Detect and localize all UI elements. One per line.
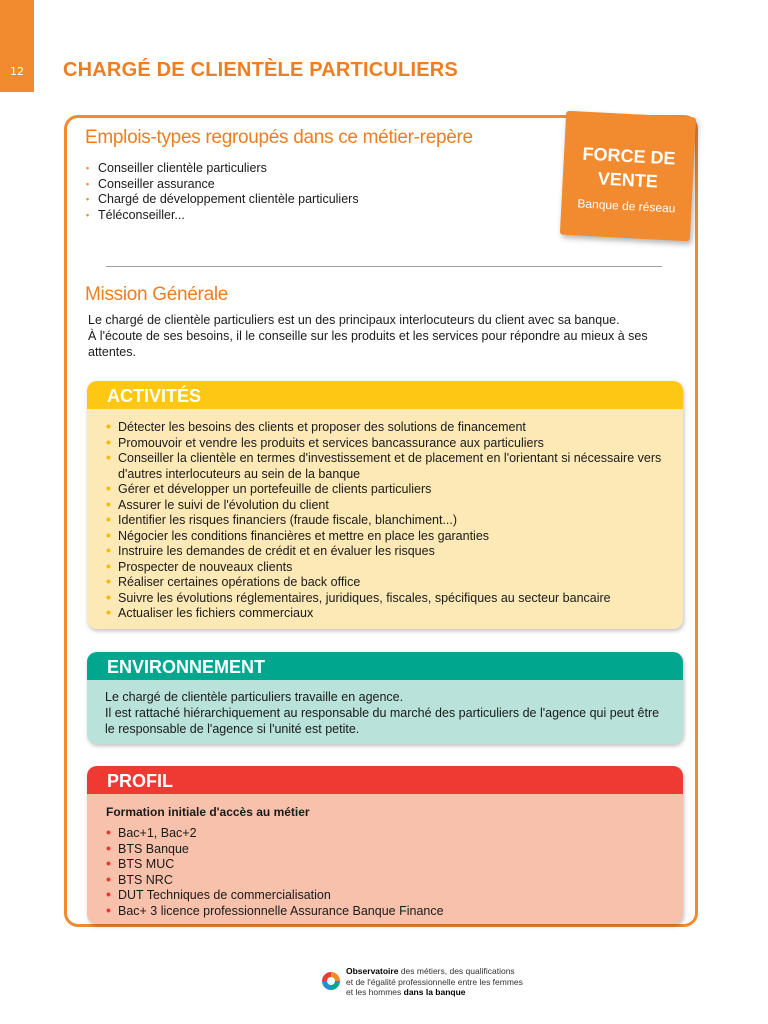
list-item: • Conseiller la clientèle en termes d'investissement et de placement en l'orientant si nécessaire vers d'autres interlocuteurs au sein de la banque	[106, 451, 666, 482]
activites-list	[106, 420, 666, 622]
emplois-list	[86, 161, 359, 223]
badge-title	[562, 141, 694, 196]
list-item: • Promouvoir et vendre les produits et services bancassurance aux particuliers	[106, 436, 666, 452]
list-item: • BTS MUC	[106, 857, 666, 873]
footer-credit	[346, 966, 536, 998]
activites-heading: ACTIVITÉS	[87, 381, 683, 409]
profil-list	[106, 826, 666, 919]
list-item: • Chargé de développement clientèle particuliers	[86, 192, 359, 208]
footer-line1	[346, 966, 536, 977]
list-item: • Réaliser certaines opérations de back office	[106, 575, 666, 591]
list-item: • BTS NRC	[106, 873, 666, 889]
page-number-tab	[0, 0, 34, 92]
list-item: • Identifier les risques financiers (fraude fiscale, blanchiment...)	[106, 513, 666, 529]
section-divider	[106, 266, 662, 267]
observatoire-logo-icon	[320, 970, 342, 992]
list-item: • Téléconseiller...	[86, 208, 359, 224]
environnement-panel	[87, 652, 683, 744]
activites-panel	[87, 381, 683, 629]
environnement-line: Il est rattaché hiérarchiquement au responsable du marché des particuliers de l'agence qui peut être le responsable de l'agence si l'unité est petite.	[105, 706, 660, 736]
list-item: • Instruire les demandes de crédit et en évaluer les risques	[106, 544, 666, 560]
badge-title-line2: VENTE	[597, 168, 659, 192]
mission-heading: Mission Générale	[85, 284, 229, 305]
list-item: • Suivre les évolutions réglementaires, juridiques, fiscales, spécifiques au secteur bancaire	[106, 591, 666, 607]
profil-heading: PROFIL	[87, 766, 683, 794]
list-item: • Prospecter de nouveaux clients	[106, 560, 666, 576]
list-item: • DUT Techniques de commercialisation	[106, 888, 666, 904]
list-item: • Négocier les conditions financières et mettre en place les garanties	[106, 529, 666, 545]
list-item: • Conseiller clientèle particuliers	[86, 161, 359, 177]
profil-subheading: Formation initiale d'accès au métier	[106, 805, 310, 819]
environnement-text	[105, 689, 665, 737]
list-item: • Conseiller assurance	[86, 177, 359, 193]
footer-line3-bold: dans la banque	[403, 987, 466, 997]
footer-brand: Observatoire	[346, 966, 399, 976]
page-number: 12	[10, 65, 24, 78]
emplois-heading: Emplois-types regroupés dans ce métier-repère	[85, 127, 473, 148]
list-item: • Détecter les besoins des clients et proposer des solutions de financement	[106, 420, 666, 436]
badge-title-line1: FORCE DE	[582, 143, 677, 169]
list-item: • Bac+ 3 licence professionnelle Assurance Banque Finance	[106, 904, 666, 920]
environnement-heading: ENVIRONNEMENT	[87, 652, 683, 680]
list-item: • Gérer et développer un portefeuille de clients particuliers	[106, 482, 666, 498]
footer-line3	[346, 987, 536, 998]
mission-text	[88, 312, 658, 360]
footer-line1-rest: des métiers, des qualifications	[398, 966, 515, 976]
footer-line3-start: et les hommes	[346, 987, 404, 997]
mission-line: Le chargé de clientèle particuliers est un des principaux interlocuteurs du client avec sa banque.	[88, 313, 620, 327]
badge-subtitle: Banque de réseau	[577, 196, 676, 216]
mission-line: À l'écoute de ses besoins, il le conseille sur les produits et les services pour répondre au mieux à ses attentes.	[88, 329, 648, 359]
environnement-line: Le chargé de clientèle particuliers travaille en agence.	[105, 690, 404, 704]
list-item: • Bac+1, Bac+2	[106, 826, 666, 842]
footer-line2: et de l'égalité professionnelle entre les femmes	[346, 976, 523, 987]
page-title: CHARGÉ DE CLIENTÈLE PARTICULIERS	[63, 59, 458, 81]
list-item: • Actualiser les fichiers commerciaux	[106, 606, 666, 622]
category-badge	[560, 111, 696, 242]
list-item: • Assurer le suivi de l'évolution du client	[106, 498, 666, 514]
profil-panel	[87, 766, 683, 924]
list-item: • BTS Banque	[106, 842, 666, 858]
